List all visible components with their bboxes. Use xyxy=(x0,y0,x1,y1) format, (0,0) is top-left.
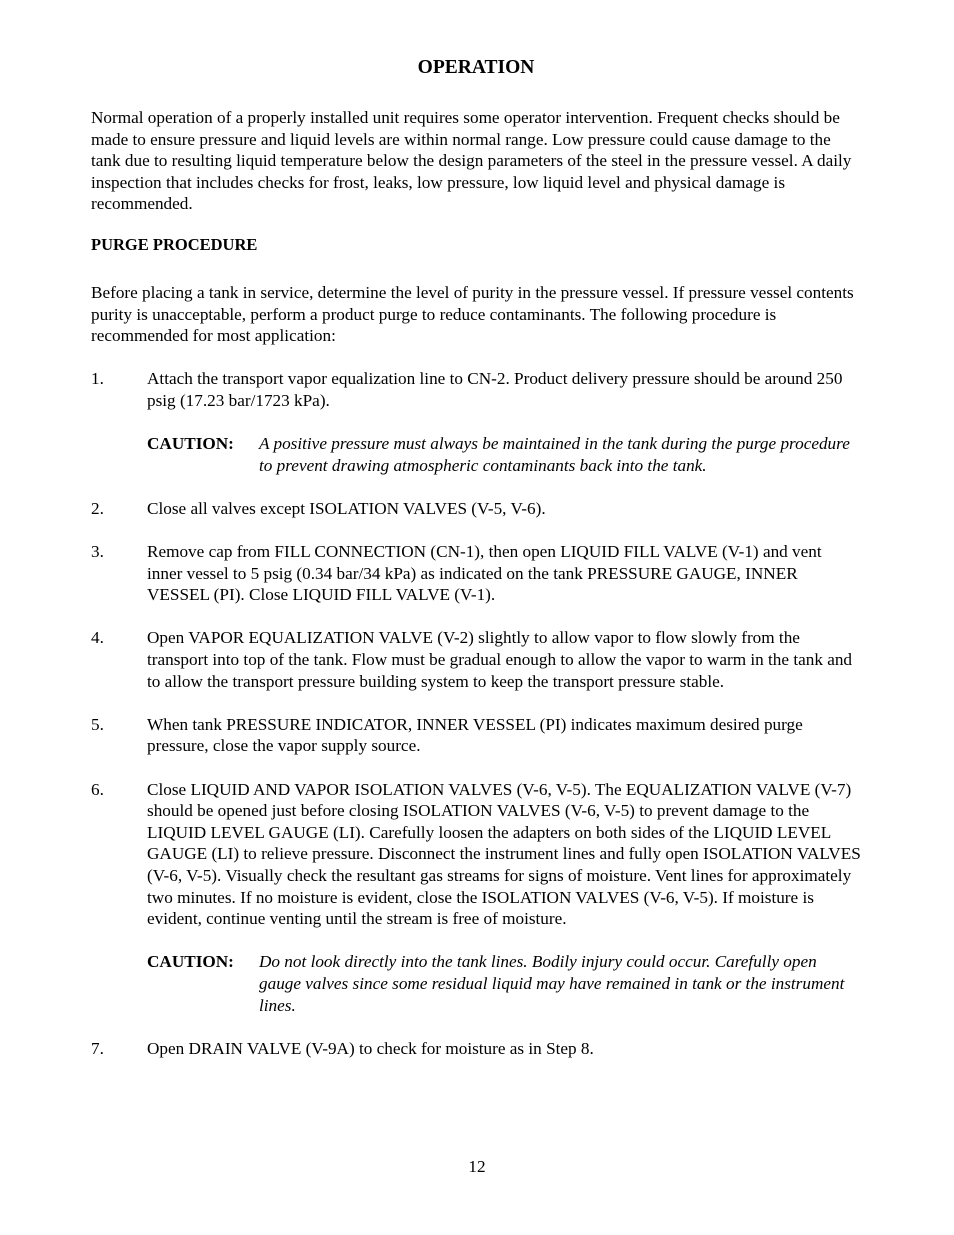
step-number: 1. xyxy=(91,369,104,389)
step-number: 6. xyxy=(91,779,104,799)
caution-label: CAUTION: xyxy=(147,952,234,972)
step-text: Close LIQUID AND VAPOR ISOLATION VALVES (V-6, V-5). The EQUALIZATION VALVE (V-7) should be opened just before closing ISOLATION VALVES (V-6, V-5) to prevent damage to the LIQUID LEVEL GAUGE (LI). Carefully loosen the adapters on both sides of the LIQUID LEVEL GAUGE (LI) to relieve pressure. Disconnect the instrument lines and fully open ISOLATION VALVES (V-6, V-5). Visually check the resultant gas streams for signs of moisture. Vent lines for approximately two minutes. If no moisture is evident, close the ISOLATION VALVES (V-6, V-5). If moisture is evident, continue venting until the stream is free of moisture. xyxy=(147,779,861,929)
step-3 xyxy=(91,541,861,606)
step-text: When tank PRESSURE INDICATOR, INNER VESSEL (PI) indicates maximum desired purge pressure, close the vapor supply source. xyxy=(147,714,803,756)
step-text: Open VAPOR EQUALIZATION VALVE (V-2) slightly to allow vapor to flow slowly from the transport into top of the tank. Flow must be gradual enough to allow the vapor to warm in the tank and to allow the transport pressure building system to keep the transport pressure stable. xyxy=(147,628,853,691)
caution-note-1 xyxy=(147,433,861,476)
step-number: 7. xyxy=(91,1038,104,1058)
caution-text: Do not look directly into the tank lines. Bodily injury could occur. Carefully open gauge valves since some residual liquid may have remained in tank or the instrument lines. xyxy=(259,952,845,1015)
caution-label: CAUTION: xyxy=(147,434,234,454)
caution-text: A positive pressure must always be maintained in the tank during the purge procedure to prevent drawing atmospheric contaminants back into the tank. xyxy=(259,434,850,475)
step-6 xyxy=(91,779,861,930)
caution-note-2 xyxy=(147,951,861,1016)
document-page xyxy=(91,55,861,1059)
purge-intro-paragraph: Before placing a tank in service, determine the level of purity in the pressure vessel. If pressure vessel contents purity is unacceptable, perform a product purge to reduce contaminants. The following procedure is recommended for most application: xyxy=(91,282,854,346)
step-5 xyxy=(91,714,861,757)
page-title: OPERATION xyxy=(417,57,535,78)
step-7 xyxy=(91,1038,861,1060)
step-number: 3. xyxy=(91,542,104,562)
page-number: 12 xyxy=(468,1157,486,1176)
step-text: Attach the transport vapor equalization line to CN-2. Product delivery pressure should be around 250 psig (17.23 bar/1723 kPa). xyxy=(147,369,843,410)
step-4 xyxy=(91,627,861,692)
step-number: 5. xyxy=(91,714,104,734)
section-heading-purge-procedure: PURGE PROCEDURE xyxy=(91,234,258,254)
step-text: Remove cap from FILL CONNECTION (CN-1), then open LIQUID FILL VALVE (V-1) and vent inner vessel to 5 psig (0.34 bar/34 kPa) as indicated on the tank PRESSURE GAUGE, INNER VESSEL (PI). Close LIQUID FILL VALVE (V-1). xyxy=(147,542,822,605)
intro-paragraph: Normal operation of a properly installed unit requires some operator intervention. Frequent checks should be made to ensure pressure and liquid levels are within normal range. Low pressure could cause damage to the tank due to resulting liquid temperature below the design parameters of the steel in the pressure vessel. A daily inspection that includes checks for frost, leaks, low pressure, low liquid level and physical damage is recommended. xyxy=(91,108,852,214)
step-2 xyxy=(91,498,861,520)
step-text: Open DRAIN VALVE (V-9A) to check for moisture as in Step 8. xyxy=(147,1038,594,1058)
step-number: 2. xyxy=(91,498,104,518)
step-text: Close all valves except ISOLATION VALVES (V-5, V-6). xyxy=(147,498,546,518)
step-number: 4. xyxy=(91,628,104,648)
step-1 xyxy=(91,368,861,411)
